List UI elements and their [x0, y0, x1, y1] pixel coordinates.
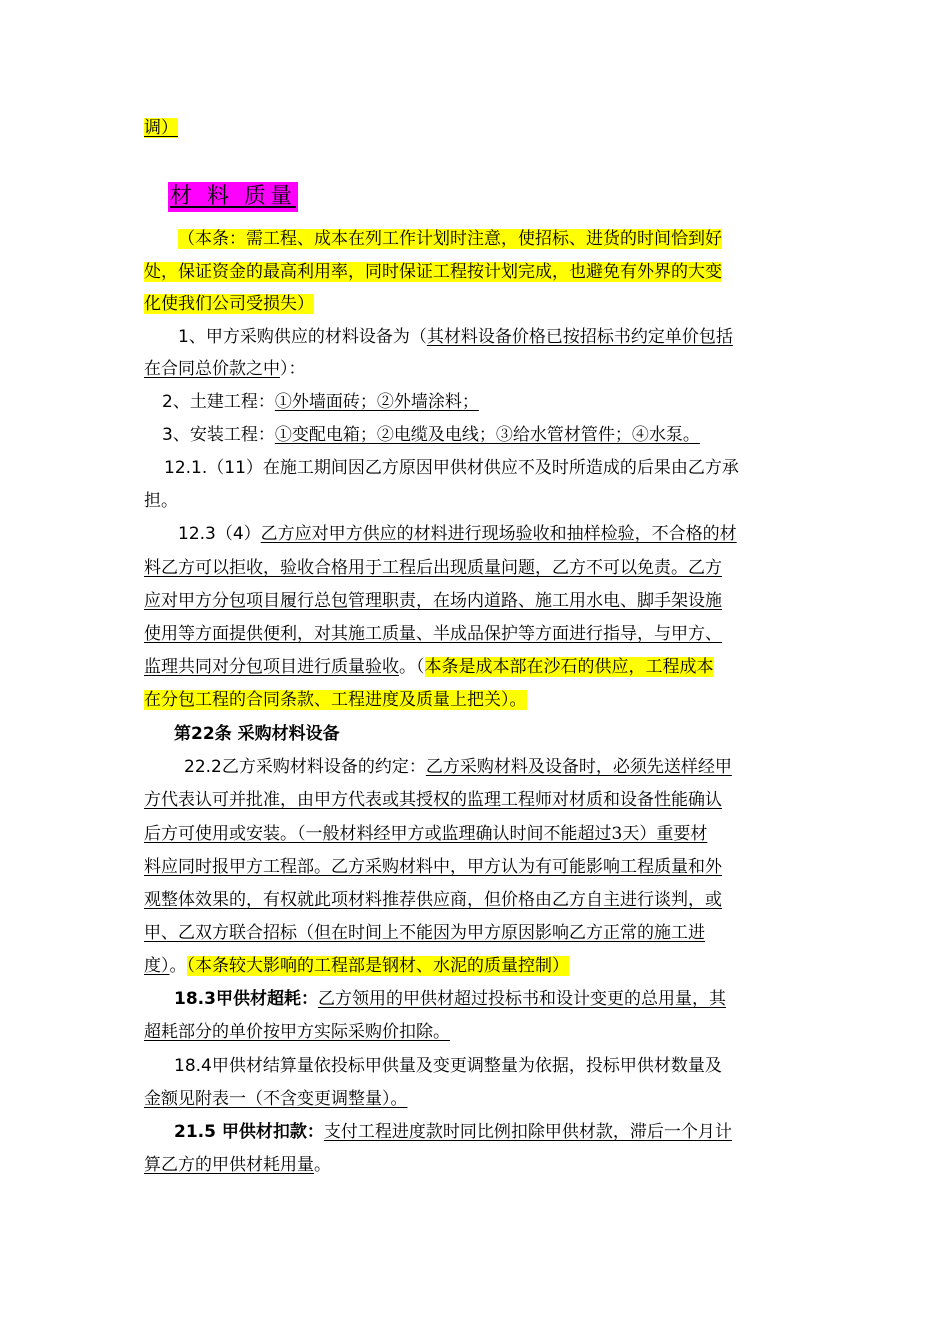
clause-18-3-line2: 超耗部分的单价按甲方实际采购价扣除。	[144, 1022, 450, 1042]
clause-22-2-line4: 料应同时报甲方工程部。乙方采购材料中，甲方认为有可能影响工程质量和外	[144, 857, 722, 877]
clause-12-1-line2: 担。	[144, 491, 178, 511]
item2: 2、土建工程：①外墙面砖；②外墙涂料；	[162, 392, 479, 412]
clause-22-2-line5: 观整体效果的，有权就此项材料推荐供应商，但价格由乙方自主进行谈判，或	[144, 890, 722, 910]
clause-12-3-line3: 应对甲方分包项目履行总包管理职责，在场内道路、施工用水电、脚手架设施	[144, 591, 722, 611]
clause-22-2-line2: 方代表认可并批准，由甲方代表或其授权的监理工程师对材质和设备性能确认	[144, 790, 722, 810]
item1-line1: 1、甲方采购供应的材料设备为（其材料设备价格已按招标书约定单价包括	[178, 327, 733, 347]
clause-12-3-line4: 使用等方面提供便利，对其施工质量、半成品保护等方面进行指导，与甲方、	[144, 624, 722, 644]
top-fragment: 调）	[144, 118, 178, 138]
clause-12-1-line1: 12.1.（11）在施工期间因乙方原因甲供材供应不及时所造成的后果由乙方承	[164, 458, 739, 478]
clause-12-3-line5: 监理共同对分包项目进行质量验收。（本条是成本部在沙石的供应，工程成本	[144, 657, 714, 677]
note1-line2: 处，保证资金的最高利用率，同时保证工程按计划完成，也避免有外界的大变	[144, 262, 722, 282]
clause-22-2-line6: 甲、乙双方联合招标（但在时间上不能因为甲方原因影响乙方正常的施工进	[144, 923, 705, 943]
clause-18-4-line1: 18.4甲供材结算量依投标甲供量及变更调整量为依据，投标甲供材数量及	[174, 1056, 722, 1076]
item3: 3、安装工程：①变配电箱；②电缆及电线；③给水管材管件；④水泵。	[162, 425, 700, 445]
article-22-heading: 第22条 采购材料设备	[174, 724, 340, 744]
clause-12-3-line6: 在分包工程的合同条款、工程进度及质量上把关）。	[144, 690, 527, 710]
clause-12-3-line2: 料乙方可以拒收，验收合格用于工程后出现质量问题，乙方不可以免责。乙方	[144, 558, 722, 578]
clause-22-2-line3: 后方可使用或安装。（一般材料经甲方或监理确认时间不能超过3天）重要材	[144, 824, 708, 844]
item1-line2: 在合同总价款之中）：	[144, 359, 306, 379]
clause-22-2-line1: 22.2乙方采购材料设备的约定：乙方采购材料及设备时，必须先送样经甲	[184, 757, 732, 777]
clause-21-5-line1: 21.5 甲供材扣款：支付工程进度款时同比例扣除甲供材款，滞后一个月计	[174, 1122, 732, 1142]
clause-21-5-line2: 算乙方的甲供材耗用量。	[144, 1155, 331, 1175]
note1-line3: 化使我们公司受损失）	[144, 294, 314, 314]
clause-18-3-line1: 18.3甲供材超耗：乙方领用的甲供材超过投标书和设计变更的总用量，其	[174, 989, 726, 1009]
note1-line1: （本条：需工程、成本在列工作计划时注意，使招标、进货的时间恰到好	[178, 229, 722, 249]
section-title: 材 料 质量	[168, 182, 298, 212]
clause-18-4-line2: 金额见附表一（不含变更调整量）。	[144, 1089, 408, 1109]
clause-22-2-line7: 度）。（本条较大影响的工程部是钢材、水泥的质量控制）	[144, 956, 569, 976]
clause-12-3-line1: 12.3（4）乙方应对甲方供应的材料进行现场验收和抽样检验，不合格的材	[178, 524, 737, 544]
